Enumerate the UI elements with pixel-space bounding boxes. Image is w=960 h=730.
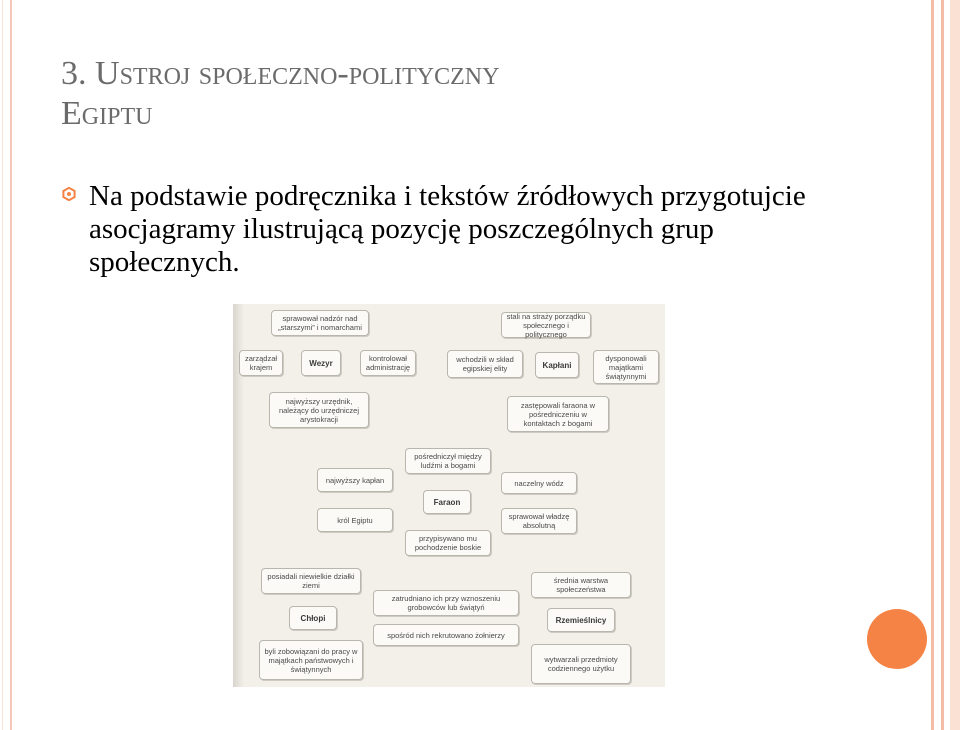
box-kaplani-straz: stali na straży porządku społecznego i politycznego <box>501 312 591 338</box>
box-rzemieslnicy: Rzemieślnicy <box>547 608 615 632</box>
bullet-icon <box>62 187 76 201</box>
box-wezyr-nadzor: sprawował nadzór nad „starszymi” i nomarchami <box>271 310 369 336</box>
box-faraon: Faraon <box>423 490 471 514</box>
slide-title <box>61 54 761 134</box>
right-decorative-edge <box>928 0 960 730</box>
box-kaplani: Kapłani <box>535 352 579 378</box>
box-wezyr-kontrolowal: kontrolował administrację <box>360 350 416 376</box>
orange-circle-decoration <box>867 609 927 669</box>
association-diagram-image <box>233 304 665 687</box>
left-border-outer <box>2 0 3 730</box>
box-faraon-boskie: przypisywano mu pochodzenie boskie <box>405 530 491 556</box>
box-faraon-posrednik: pośredniczył między ludźmi a bogami <box>405 448 491 474</box>
box-chlopi: Chłopi <box>289 606 337 630</box>
box-rzem-wytwarzali: wytwarzali przedmioty codziennego użytku <box>531 644 631 684</box>
bullet-text: Na podstawie podręcznika i tekstów źródłowych przygotujcie asocjagramy ilustrującą pozycję poszczególnych grup społecznych. <box>89 180 806 278</box>
left-border <box>10 0 12 730</box>
box-kaplani-zastepowali: zastępowali faraona w pośredniczeniu w kontaktach z bogami <box>507 396 609 432</box>
title-part-1: stroj społeczno-polityczny <box>119 55 500 92</box>
box-faraon-wodz: naczelny wódz <box>501 472 577 494</box>
box-wspolne-grobowce: zatrudniano ich przy wznoszeniu grobowców lub świątyń <box>373 590 519 616</box>
box-kaplani-majatki: dysponowali majątkami świątynnymi <box>593 350 659 384</box>
title-cap-1: U <box>95 55 120 92</box>
box-kaplani-elita: wchodzili w skład egipskiej elity <box>447 350 523 378</box>
box-faraon-kaplan: najwyższy kapłan <box>317 468 393 492</box>
box-wezyr: Wezyr <box>301 350 341 376</box>
title-part-2: giptu <box>81 95 153 132</box>
title-cap-2: E <box>61 95 82 132</box>
box-faraon-wladza: sprawował władzę absolutną <box>501 508 577 534</box>
title-number: 3. <box>61 55 95 92</box>
box-wspolne-zolnierze: spośród nich rekrutowano żołnierzy <box>373 624 519 646</box>
box-chlopi-praca: byli zobowiązani do pracy w majątkach państwowych i świątynnych <box>259 640 363 680</box>
box-wezyr-najwyzszy: najwyższy urzędnik, należący do urzędniczej arystokracji <box>269 392 369 428</box>
box-rzem-srednia: średnia warstwa społeczeństwa <box>531 572 631 598</box>
box-wezyr-zarzadzal: zarządzał krajem <box>239 350 283 376</box>
box-chlopi-dzialki: posiadali niewielkie działki ziemi <box>261 568 361 594</box>
box-faraon-krol: król Egiptu <box>317 508 393 532</box>
